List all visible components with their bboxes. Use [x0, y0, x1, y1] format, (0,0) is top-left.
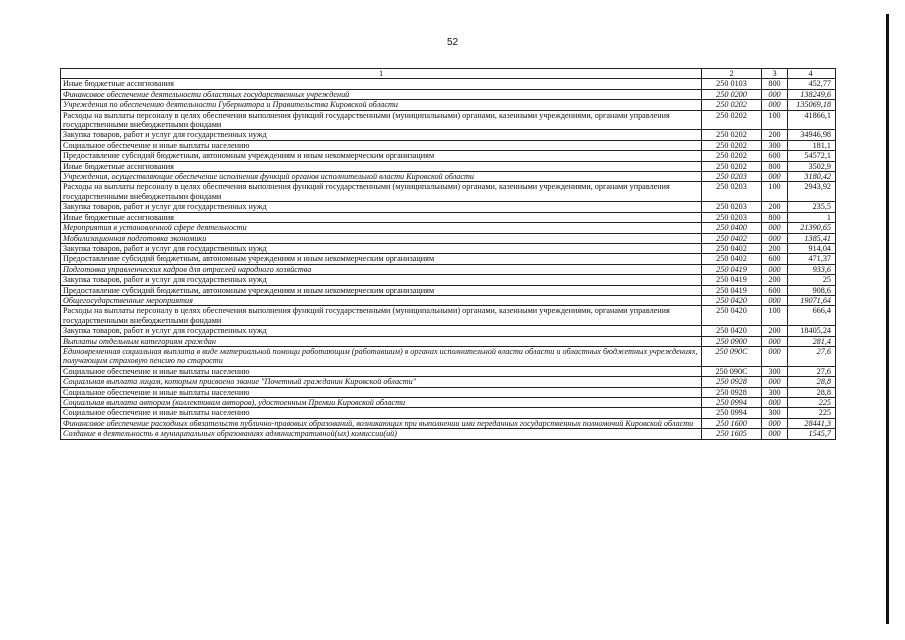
- table-row: [61, 306, 836, 326]
- row-type: 600: [762, 151, 788, 161]
- row-type: 100: [762, 182, 788, 202]
- table-row: [61, 223, 836, 233]
- row-amount: 1545,7: [788, 429, 836, 439]
- row-code: 250 0203: [702, 202, 762, 212]
- row-name: Социальное обеспечение и иные выплаты населению: [61, 140, 702, 150]
- row-name: Мобилизационная подготовка экономики: [61, 233, 702, 243]
- row-type: 100: [762, 306, 788, 326]
- table-row: [61, 151, 836, 161]
- header-col-3: 3: [762, 69, 788, 79]
- row-amount: 452,77: [788, 79, 836, 89]
- table-row: [61, 429, 836, 439]
- table-row: [61, 326, 836, 336]
- table-row: [61, 130, 836, 140]
- table-row: [61, 285, 836, 295]
- row-amount: 41866,1: [788, 110, 836, 130]
- row-name: Учреждения, осуществляющие обеспечение исполнения функций органов исполнительной власти Кировской области: [61, 172, 702, 182]
- table-row: [61, 264, 836, 274]
- row-code: 250 1600: [702, 418, 762, 428]
- row-amount: 27,6: [788, 366, 836, 376]
- row-code: 250 0928: [702, 387, 762, 397]
- row-amount: 25: [788, 275, 836, 285]
- row-code: 250 0202: [702, 161, 762, 171]
- row-code: 250 0420: [702, 295, 762, 305]
- row-type: 000: [762, 100, 788, 110]
- table-row: [61, 366, 836, 376]
- row-name: Социальное обеспечение и иные выплаты населению: [61, 408, 702, 418]
- table-row: [61, 295, 836, 305]
- row-amount: 281,4: [788, 336, 836, 346]
- table-row: [61, 100, 836, 110]
- row-code: 250 0202: [702, 100, 762, 110]
- row-amount: 1385,41: [788, 233, 836, 243]
- row-type: 000: [762, 429, 788, 439]
- row-name: Предоставление субсидий бюджетным, автономным учреждениям и иным некоммерческим организациям: [61, 151, 702, 161]
- row-code: 250 0203: [702, 212, 762, 222]
- table-row: [61, 418, 836, 428]
- page-number: 52: [446, 37, 459, 48]
- row-code: 250 0402: [702, 243, 762, 253]
- row-code: 250 0419: [702, 285, 762, 295]
- table-header-row: [61, 69, 836, 79]
- row-name: Подготовка управленческих кадров для отраслей народного хозяйства: [61, 264, 702, 274]
- row-amount: 28,8: [788, 377, 836, 387]
- row-name: Иные бюджетные ассигнования: [61, 79, 702, 89]
- row-code: 250 0402: [702, 233, 762, 243]
- row-type: 600: [762, 254, 788, 264]
- row-name: Иные бюджетные ассигнования: [61, 161, 702, 171]
- header-col-4: 4: [788, 69, 836, 79]
- row-name: Закупка товаров, работ и услуг для государственных нужд: [61, 243, 702, 253]
- table-row: [61, 172, 836, 182]
- row-type: 000: [762, 295, 788, 305]
- row-code: 250 0203: [702, 172, 762, 182]
- row-amount: 666,4: [788, 306, 836, 326]
- row-amount: 138249,6: [788, 89, 836, 99]
- row-type: 800: [762, 212, 788, 222]
- row-code: 250 0400: [702, 223, 762, 233]
- budget-table: [60, 68, 836, 440]
- row-name: Финансовое обеспечение расходных обязательств публично-правовых образований, возникающих при выполнении ими переданных государственных полномочий Кировской области: [61, 418, 702, 428]
- row-amount: 235,5: [788, 202, 836, 212]
- row-type: 600: [762, 285, 788, 295]
- table-row: [61, 336, 836, 346]
- row-amount: 19071,64: [788, 295, 836, 305]
- row-type: 000: [762, 233, 788, 243]
- row-name: Предоставление субсидий бюджетным, автономным учреждениям и иным некоммерческим организациям: [61, 285, 702, 295]
- table-row: [61, 212, 836, 222]
- table-row: [61, 89, 836, 99]
- row-name: Закупка товаров, работ и услуг для государственных нужд: [61, 202, 702, 212]
- row-name: Расходы на выплаты персоналу в целях обеспечения выполнения функций государственными (муниципальными) органами, казенными учреждениями, органами управления государственными внебюджетными фондами: [61, 110, 702, 130]
- row-code: 250 0202: [702, 151, 762, 161]
- row-name: Единовременная социальная выплата в виде материальной помощи работающим (работавшим) в органах исполнительной власти области и областных бюджетных учреждениях, получающим страховую пенсию по старости: [61, 346, 702, 366]
- row-code: 250 0200: [702, 89, 762, 99]
- row-code: 250 0420: [702, 326, 762, 336]
- row-code: 250 0402: [702, 254, 762, 264]
- row-name: Социальное обеспечение и иные выплаты населению: [61, 366, 702, 376]
- row-type: 000: [762, 223, 788, 233]
- row-type: 100: [762, 110, 788, 130]
- row-name: Предоставление субсидий бюджетным, автономным учреждениям и иным некоммерческим организациям: [61, 254, 702, 264]
- row-amount: 908,6: [788, 285, 836, 295]
- row-amount: 1: [788, 212, 836, 222]
- row-type: 000: [762, 377, 788, 387]
- row-name: Общегосударственные мероприятия: [61, 295, 702, 305]
- row-type: 200: [762, 243, 788, 253]
- table-row: [61, 346, 836, 366]
- row-name: Создание в деятельность в муниципальных образованиях административной(ых) комиссии(ий): [61, 429, 702, 439]
- row-name: Социальная выплата лицам, которым присвоено звание "Почетный гражданин Кировской области": [61, 377, 702, 387]
- row-code: 250 0420: [702, 306, 762, 326]
- row-amount: 3502,9: [788, 161, 836, 171]
- row-type: 800: [762, 79, 788, 89]
- row-type: 800: [762, 161, 788, 171]
- row-name: Мероприятия в установленной сфере деятельности: [61, 223, 702, 233]
- row-type: 300: [762, 366, 788, 376]
- row-amount: 135069,18: [788, 100, 836, 110]
- row-amount: 933,6: [788, 264, 836, 274]
- table-row: [61, 377, 836, 387]
- table-row: [61, 161, 836, 171]
- row-type: 000: [762, 346, 788, 366]
- row-code: 250 0994: [702, 398, 762, 408]
- row-name: Закупка товаров, работ и услуг для государственных нужд: [61, 326, 702, 336]
- row-amount: 2943,92: [788, 182, 836, 202]
- row-code: 250 1605: [702, 429, 762, 439]
- row-amount: 21390,65: [788, 223, 836, 233]
- row-type: 300: [762, 140, 788, 150]
- row-amount: 3180,42: [788, 172, 836, 182]
- row-name: Социальная выплата авторам (коллективам авторов), удостоенным Премии Кировской области: [61, 398, 702, 408]
- header-col-1: 1: [61, 69, 702, 79]
- table-row: [61, 398, 836, 408]
- row-type: 200: [762, 202, 788, 212]
- row-code: 250 0202: [702, 140, 762, 150]
- row-type: 000: [762, 89, 788, 99]
- row-amount: 28441,3: [788, 418, 836, 428]
- row-type: 200: [762, 275, 788, 285]
- row-amount: 914,04: [788, 243, 836, 253]
- row-amount: 181,1: [788, 140, 836, 150]
- row-code: 250 0900: [702, 336, 762, 346]
- row-amount: 54572,1: [788, 151, 836, 161]
- row-type: 000: [762, 336, 788, 346]
- row-name: Расходы на выплаты персоналу в целях обеспечения выполнения функций государственными (муниципальными) органами, казенными учреждениями, органами управления государственными внебюджетными фондами: [61, 182, 702, 202]
- header-col-2: 2: [702, 69, 762, 79]
- row-name: Закупка товаров, работ и услуг для государственных нужд: [61, 275, 702, 285]
- row-type: 000: [762, 398, 788, 408]
- row-type: 000: [762, 418, 788, 428]
- row-name: Иные бюджетные ассигнования: [61, 212, 702, 222]
- table-row: [61, 79, 836, 89]
- row-code: 250 0994: [702, 408, 762, 418]
- table-row: [61, 202, 836, 212]
- row-name: Расходы на выплаты персоналу в целях обеспечения выполнения функций государственными (муниципальными) органами, казенными учреждениями, органами управления государственными внебюджетными фондами: [61, 306, 702, 326]
- row-code: 250 0103: [702, 79, 762, 89]
- row-code: 250 0203: [702, 182, 762, 202]
- table-row: [61, 182, 836, 202]
- row-code: 250 0202: [702, 110, 762, 130]
- row-code: 250 090С: [702, 366, 762, 376]
- row-amount: 225: [788, 398, 836, 408]
- table-row: [61, 140, 836, 150]
- row-code: 250 0202: [702, 130, 762, 140]
- row-amount: 225: [788, 408, 836, 418]
- table-row: [61, 387, 836, 397]
- table-row: [61, 408, 836, 418]
- row-code: 250 0928: [702, 377, 762, 387]
- row-type: 000: [762, 172, 788, 182]
- row-type: 300: [762, 387, 788, 397]
- row-amount: 27,6: [788, 346, 836, 366]
- row-name: Выплаты отдельным категориям граждан: [61, 336, 702, 346]
- row-type: 300: [762, 408, 788, 418]
- table-row: [61, 233, 836, 243]
- row-name: Учреждения по обеспечению деятельности Губернатора и Правительства Кировской области: [61, 100, 702, 110]
- row-name: Финансовое обеспечение деятельности областных государственных учреждений: [61, 89, 702, 99]
- row-type: 200: [762, 326, 788, 336]
- row-type: 200: [762, 130, 788, 140]
- row-amount: 34946,98: [788, 130, 836, 140]
- row-name: Социальное обеспечение и иные выплаты населению: [61, 387, 702, 397]
- row-code: 250 090С: [702, 346, 762, 366]
- table-row: [61, 254, 836, 264]
- row-amount: 471,37: [788, 254, 836, 264]
- row-amount: 28,8: [788, 387, 836, 397]
- row-code: 250 0419: [702, 264, 762, 274]
- table-row: [61, 275, 836, 285]
- row-amount: 18405,24: [788, 326, 836, 336]
- row-type: 000: [762, 264, 788, 274]
- table-row: [61, 243, 836, 253]
- row-code: 250 0419: [702, 275, 762, 285]
- table-row: [61, 110, 836, 130]
- row-name: Закупка товаров, работ и услуг для государственных нужд: [61, 130, 702, 140]
- page-edge-bar: [886, 14, 889, 624]
